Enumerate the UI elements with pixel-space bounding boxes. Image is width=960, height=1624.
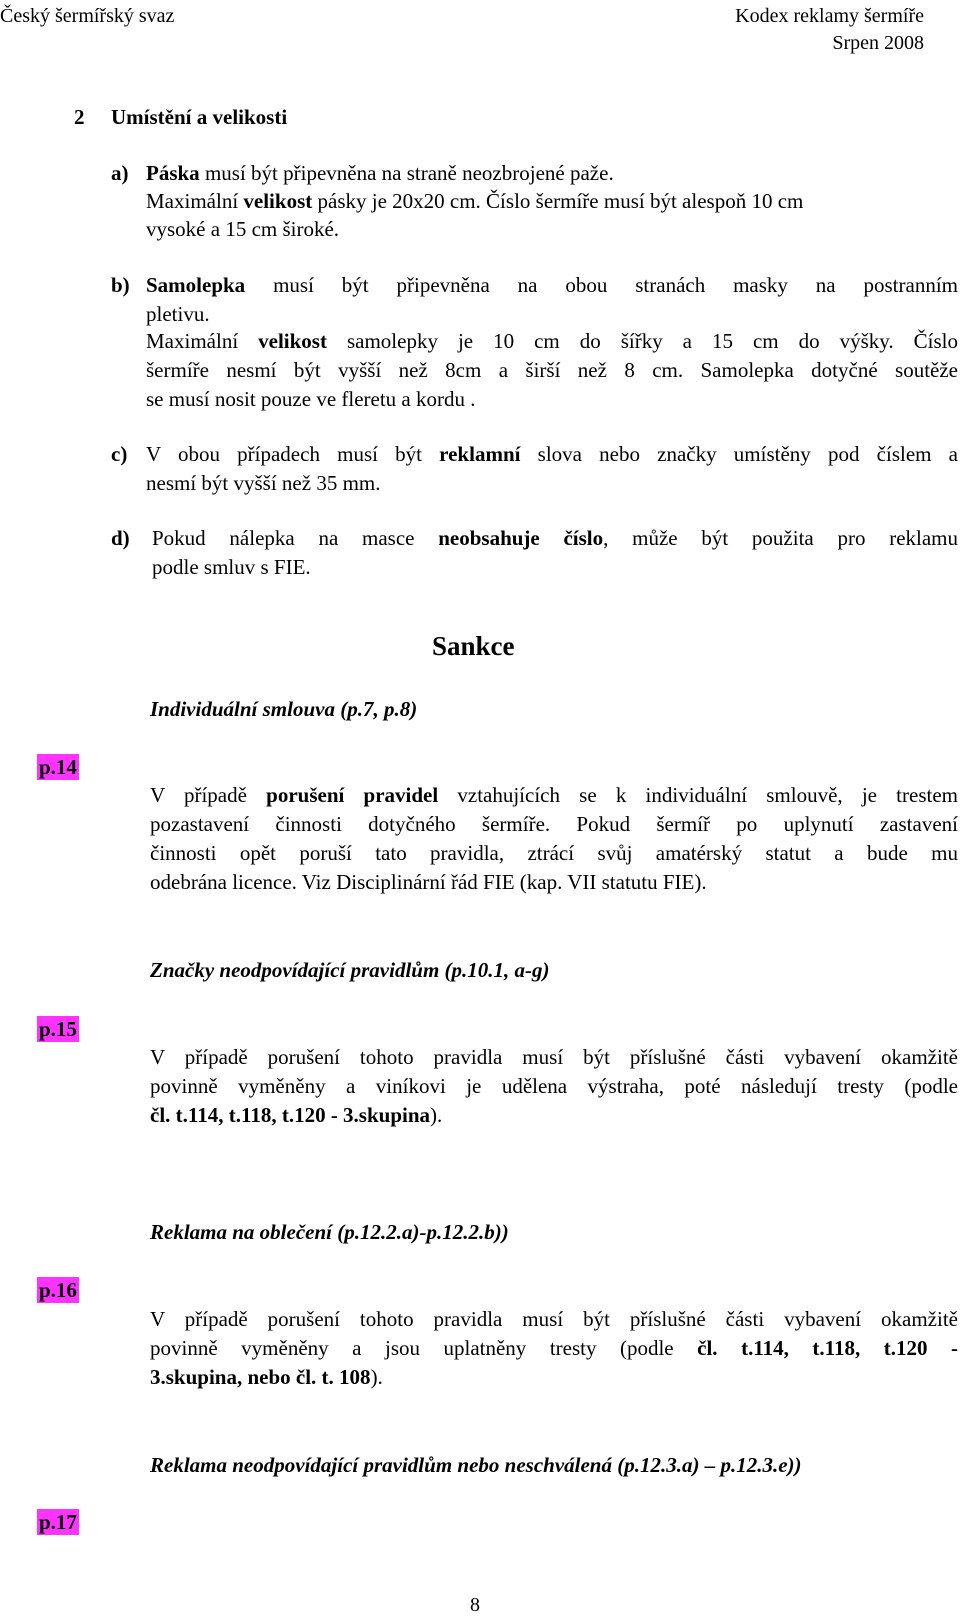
p16-margin-ref: p.16 — [39, 1278, 77, 1302]
item-c-label: c) — [111, 442, 128, 466]
p15-line-3: čl. t.114, t.118, t.120 - 3.skupina). — [150, 1103, 443, 1127]
header-org: Český šermířský svaz — [0, 5, 175, 27]
p15-heading: Značky neodpovídající pravidlům (p.10.1, a-g) — [150, 958, 550, 982]
item-b-label: b) — [111, 273, 130, 297]
p15-para — [150, 1043, 958, 1130]
item-c-line-2: nesmí být vyšší než 35 mm. — [146, 471, 381, 495]
item-b-line-2: pletivu. — [146, 302, 210, 326]
p15-margin-ref: p.15 — [39, 1017, 77, 1041]
p14-line-3: činnosti opět poruší tato pravidla, ztrácí svůj amatérský statut a bude mu — [150, 841, 958, 865]
item-b-line-1: Samolepka musí být připevněna na obou stranách masky na postranním — [146, 273, 958, 297]
p14-line-1: V případě porušení pravidel vztahujících se k individuální smlouvě, je trestem — [150, 783, 958, 807]
p14-para — [150, 781, 958, 897]
item-b-para-1 — [146, 271, 958, 329]
item-a-label: a) — [111, 161, 129, 185]
item-b-line-4: šermíře nesmí být vyšší než 8cm a širší než 8 cm. Samolepka dotyčné soutěže — [146, 358, 958, 382]
item-c-para — [146, 440, 958, 498]
p16-para — [150, 1305, 958, 1392]
section-number: 2 — [74, 105, 85, 129]
header-doc-title: Kodex reklamy šermíře — [735, 5, 924, 27]
section-title: Umístění a velikosti — [111, 105, 288, 129]
item-b-para-2 — [146, 327, 958, 414]
item-d-para — [152, 524, 958, 582]
sankce-heading: Sankce — [432, 631, 515, 661]
p14-line-4: odebrána licence. Viz Disciplinární řád FIE (kap. VII statutu FIE). — [150, 870, 707, 894]
item-d-line-2: podle smluv s FIE. — [152, 555, 311, 579]
p14-margin-ref: p.14 — [39, 755, 77, 779]
p14-heading: Individuální smlouva (p.7, p.8) — [150, 697, 418, 721]
item-b-line-3: Maximální velikost samolepky je 10 cm do šířky a 15 cm do výšky. Číslo — [146, 329, 958, 353]
page-number: 8 — [470, 1594, 480, 1616]
item-a-line-2: Maximální velikost pásky je 20x20 cm. Číslo šermíře musí být alespoň 10 cm — [146, 189, 804, 213]
item-d-label: d) — [111, 526, 130, 550]
p16-line-1: V případě porušení tohoto pravidla musí být příslušné části vybavení okamžitě — [150, 1307, 958, 1331]
item-c-line-1: V obou případech musí být reklamní slova nebo značky umístěny pod číslem a — [146, 442, 958, 466]
p15-line-2: povinně vyměněny a viníkovi je udělena výstraha, poté následují tresty (podle — [150, 1074, 958, 1098]
p14-line-2: pozastavení činnosti dotyčného šermíře. Pokud šermíř po uplynutí zastavení — [150, 812, 958, 836]
p17-heading: Reklama neodpovídající pravidlům nebo neschválená (p.12.3.a) – p.12.3.e)) — [150, 1453, 802, 1477]
p16-line-3: 3.skupina, nebo čl. t. 108). — [150, 1365, 383, 1389]
header-date: Srpen 2008 — [832, 32, 924, 54]
item-d-line-1: Pokud nálepka na masce neobsahuje číslo, může být použita pro reklamu — [152, 526, 959, 550]
p16-line-2: povinně vyměněny a jsou uplatněny tresty (podle čl. t.114, t.118, t.120 - — [150, 1336, 959, 1360]
item-a-line-3: vysoké a 15 cm široké. — [146, 217, 340, 241]
p17-margin-ref: p.17 — [39, 1510, 77, 1534]
p15-line-1: V případě porušení tohoto pravidla musí být příslušné části vybavení okamžitě — [150, 1045, 958, 1069]
item-b-line-5: se musí nosit pouze ve fleretu a kordu . — [146, 387, 476, 411]
p16-heading: Reklama na oblečení (p.12.2.a)-p.12.2.b)) — [150, 1220, 509, 1244]
item-a-line-1: Páska musí být připevněna na straně neozbrojené paže. — [146, 161, 614, 185]
